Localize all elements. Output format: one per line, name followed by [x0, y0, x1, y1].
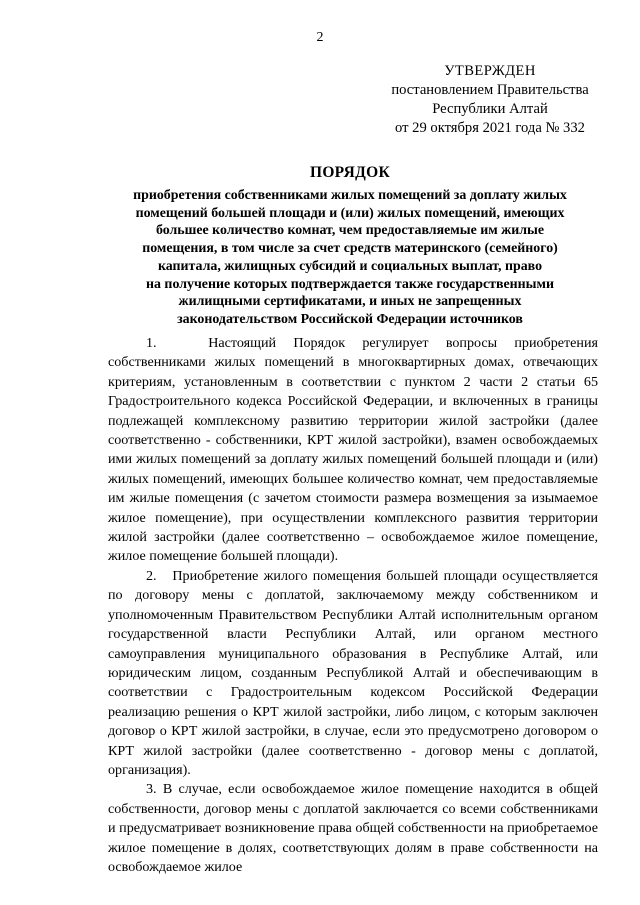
- document-title-block: [70, 163, 630, 329]
- approval-date: от 29 октября 2021 года № 332: [395, 120, 585, 136]
- subtitle-line: помещения, в том числе за счет средств материнского (семейного): [142, 241, 558, 257]
- subtitle-line: на получение которых подтверждается также государственными: [146, 276, 554, 292]
- subtitle-line: капитала, жилищных субсидий и социальных выплат, право: [157, 258, 543, 274]
- paragraph-3: 3. В случае, если освобождаемое жилое помещение находится в общей собственности, договор мены с доплатой заключается со всеми собственниками и предусматривает возникновение права общей собственности на приобретаемое жилое помещение в долях, соответствующих долям в праве собственности на освобождаемое жилое: [108, 781, 598, 875]
- subtitle-line: большее количество комнат, чем предоставляемые им жилые: [155, 223, 545, 239]
- document-title: ПОРЯДОК: [309, 164, 391, 181]
- paragraph-1: 1. Настоящий Порядок регулирует вопросы приобретения собственниками жилых помещений в многоквартирных домах, отвечающих критериям, установленным в соответствии с пунктом 2 части 2 статьи 65 Градостроительного кодекса Российской Федерации, и включенных в границы подлежащей комплексному развитию территории жилой застройки (далее соответственно - собственники, КРТ жилой застройки), взамен освобождаемых ими жилых помещений за доплату жилых помещений большей площади и (или) жилых помещений, имеющих большее количество комнат, чем предоставляемые им жилые помещения (с зачетом стоимости размера возмещения за изымаемое жилое помещение), при осуществлении комплексного развития территории жилой застройки (далее соответственно – освобождаемое жилое помещение, жилое помещение большей площади).: [108, 335, 598, 565]
- page-number: 2: [316, 30, 324, 45]
- approval-title: УТВЕРЖДЕН: [444, 63, 536, 79]
- subtitle-line: приобретения собственниками жилых помещений за доплату жилых: [133, 188, 567, 203]
- document-body: [108, 334, 598, 877]
- approval-line: постановлением Правительства: [391, 82, 589, 98]
- approval-line: Республики Алтай: [432, 101, 548, 117]
- subtitle-line: жилищными сертификатами, и иных не запрещенных: [178, 294, 522, 310]
- subtitle-line: помещений большей площади и (или) жилых помещений, имеющих: [135, 205, 565, 221]
- paragraph-2: 2. Приобретение жилого помещения большей площади осуществляется по договору мены с доплатой, заключаемому между собственником и уполномоченным Правительством Республики Алтай исполнительным органом государственной власти Республики Алтай, или органом местного самоуправления муниципального образования в Республике Алтай, или юридическим лицом, созданным Республикой Алтай и обеспечивающим в соответствии с Градостроительным кодексом Российской Федерации реализацию решения о КРТ жилой застройки, либо лицом, с которым заключен договор о КРТ жилой застройки, в случае, если это предусмотрено договором о КРТ жилой застройки (далее соответственно - договор мены с доплатой, организация).: [108, 567, 598, 778]
- approval-stamp: [360, 62, 620, 138]
- subtitle-line: законодательством Российской Федерации источников: [177, 311, 523, 327]
